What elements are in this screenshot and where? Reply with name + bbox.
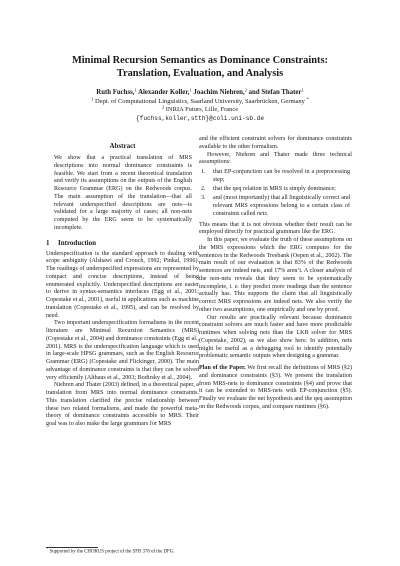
footnote-mark: * [46,545,49,551]
emphasis-ie: i. e. [229,283,239,290]
affiliation-mark: 1 [189,87,192,93]
paragraph: Two important underspecification formalisms in the recent literature are Minimal Recursion Semantics (MRS) (Copestake et al., 2004) and dominance constraints (Egg et al., 2001). MRS is the underspecification language which is used in large-scale HPSG grammars, such as the English Resource Grammar (ERG) (Copestake and Flickinger, 2000). The main advantage of dominance constraints is that they can be solved very efficiently (Althaus et al., 2003; Bodirsky et al., 2004). [46,320,199,381]
affiliation-text: INRIA Futurs, Lille, France [165,106,239,113]
section-number: 1 [46,238,50,247]
affiliation-2 [20,106,380,114]
paragraph-part: In this paper, we evaluate the truth of these assumptions on the MRS expressions which the ERG computes for the sentences in the Redwoods Treebank (Oepen et al., 2002). The main result of our evaluation is that 83% of the Redwoods sentences are indeed nets, and 17% aren’t. A closer analysis of the non-nets reveals that they seem to be systematically incomplete, [199,237,352,290]
list-text-part: and (most importantly) that all linguistically correct and relevant MRS expressions belong to a certain class of constraints called [213,195,350,217]
affiliation-mark: 1 [134,87,137,93]
abstract-text: We show that a practical translation of MRS descriptions into normal dominance constraints is feasible. We start from a recent theoretical translation and verify its assumptions on the outputs of the English Resource Grammar (ERG) on the Redwoods corpus. The main assumption of the translation—that all relevant underspecified descriptions are nets—is validated for a large majority of cases; all non-nets computed by the ERG seem to be systematically incomplete. [54,155,192,231]
left-column [46,136,199,429]
affiliation-mark: 2 [244,87,247,93]
section-title: Introduction [58,238,96,247]
list-item [199,195,352,218]
paragraph: and the efficient constraint solvers for dominance constraints available to the other formalism. [199,136,352,150]
paragraph: Our results are practically relevant because dominance constraint solvers are much faster and have more predictable runtimes when solving nets than the LKB solver for MRS (Copestake, 2002), as we also show here. In addition, nets might be useful as a debugging tool to identify potentially problematic semantic outputs when designing a grammar. [199,314,352,360]
paragraph: Niehren and Thater (2003) defined, in a theoretical paper, a translation from MRS into normal dominance constraints. This translation clarified the precise relationship between these two related formalisms, and made the powerful meta-theory of dominance constraints accessible to MRS. Their goal was to also make the large grammars for MRS [46,382,199,427]
list-item [199,186,352,194]
right-column [199,136,352,412]
list-text [213,195,352,218]
list-text: that EP-conjunction can be resolved in a preprocessing step; [213,169,350,183]
list-number: 2. [201,186,206,192]
list-number: 3. [201,195,206,202]
run-in-heading: Plan of the Paper. [199,365,246,371]
paragraph: However, Niehren and Thater made three technical assumptions: [199,151,352,166]
affiliation-text: Dept. of Computational Linguistics, Saarland University, Saarbrücken, Germany [95,97,305,105]
list-number: 1. [201,169,206,175]
paragraph: This means that it is not obvious whether their result can be employed directly for practical grammars like the ERG. [199,221,352,236]
author-name: and Stefan Thater [248,88,302,96]
author-name: Alexander Koller, [138,88,190,96]
section-heading-introduction [46,239,199,248]
footnote [46,545,196,556]
author-name: Ruth Fuchss, [96,88,135,96]
footnote-text: Supported by the CHORUS project of the SFB 378 of the DFG. [48,548,175,554]
assumption-list [199,169,352,219]
paragraph-part: they predict more readings than the sentence actually has. This supports the claim that all linguistically correct MRS expressions are indeed nets. We also verify the other two assumptions, one empirically and one by proof. [199,283,353,313]
affiliation-1 [20,98,380,106]
author-name: Joachim Niehren, [193,88,245,96]
paper-title-line-2: Translation, Evaluation, and Analysis [116,67,284,79]
paragraph [199,237,352,315]
paragraph-part: We first recall the definitions of MRS (§2) and dominance constraints (§3). We present the translation from MRS-nets to dominance constraints (§4) and prove that it can be extended to MRS-nets with EP-conjunction (§5). Finally we evaluate the net hypothesis and the qeq assumption on the Redwoods corpus, and compare runtimes (§6). [199,365,352,410]
abstract-heading: Abstract [109,142,136,150]
affiliation-mark: 2 [161,104,165,110]
affiliation-mark: 1 [91,96,94,102]
list-item [199,169,352,185]
emphasis-nets: nets [257,210,267,217]
list-text: that the qeq relation in MRS is simply dominance; [213,186,336,192]
paragraph-plan [199,365,352,412]
author-email: {fuchss,koller,stth}@coli.uni-sb.de [136,115,264,122]
paragraph: Underspecification is the standard approach to dealing with scope ambiguity (Alshawi and Crouch, 1992; Pinkal, 1996). The readings of underspecified expressions are represented by compact and concise descriptions, instead of being enumerated explicitly. Underspecified descriptions are easier to derive in syntax-semantics interfaces (Egg et al., 2001; Copestake et al., 2001), useful in applications such as machine translation (Copestake et al., 1995), and can be resolved by need. [46,250,199,319]
list-text-part: . [266,210,269,217]
paper-title-line-1: Minimal Recursion Semantics as Dominance Constraints: [71,55,328,66]
footnote-mark: * [306,96,309,102]
author-list [20,89,380,98]
affiliation-mark: 1 [301,87,304,93]
